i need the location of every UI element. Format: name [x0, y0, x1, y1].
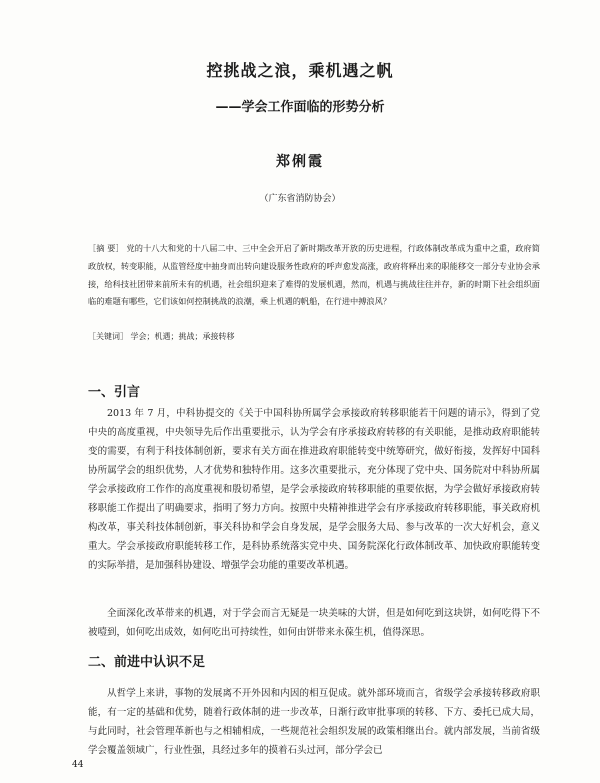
section-heading-introduction: 一、引言	[88, 385, 141, 400]
section-heading-insufficient-understanding: 二、前进中认识不足	[88, 655, 206, 670]
abstract-text: 党的十八大和党的十八届二中、三中全会开启了新时期改革开放的历史进程，行政体制改革成为重中之重，政府简政放权，转变职能，从监管经度中抽身而出转向建设服务性政府的呼声愈发高涨，政府将释出来的职能移交一部分专业协会承接，给科技社团带来前所未有的机遇，社会组织迎来了难得的发展机遇，然而，机遇与挑战往往并存，新的时期下社会组织面临的难题有哪些，它们该如何控制挑战的浪潮，乘上机遇的帆船，在行进中搏浪风？	[88, 243, 540, 307]
keywords	[88, 331, 540, 342]
author-affiliation: （广东省消防协会）	[259, 194, 341, 204]
abstract-label: ［摘 要］	[88, 243, 124, 253]
section1-paragraph-2: 全面深化改革带来的机遇，对于学会而言无疑是一块美味的大饼，但是如何吃到这块饼，如何吃得下不被噎到，如何吃出成效，如何吃出可持续性，如何由饼带来永葆生机，值得深思。	[88, 608, 540, 638]
page-number: 44	[72, 760, 84, 770]
article-subtitle: ——学会工作面临的形势分析	[215, 100, 385, 115]
abstract	[88, 240, 540, 311]
author-name: 郑俐霞	[276, 154, 324, 170]
section2-paragraph: 从哲学上来讲，事物的发展离不开外因和内因的相互促成。就外部环境而言，省级学会承接转移政府职能，有一定的基础和优势，随着行政体制的进一步改革，日渐行政审批事项的转移、下方、委托已成大局，与此同时，社会管理革新也与之相辅相成，一些规范社会组织发展的政策相继出台。就内部发展，当前省级学会覆盖领域广，行业性强，具经过多年的摸着石头过河，部分学会已	[88, 688, 540, 756]
keywords-text: 学会；机遇；挑战；承接转移	[130, 332, 235, 341]
section1-paragraph-1: 2013 年 7 月，中科协提交的《关于中国科协所属学会承接政府转移职能若干问题的请示》，得到了党中央的高度重视，中央领导先后作出重要批示，认为学会有序承接政府转移的有关职能，是推动政府职能转变的需要，有利于科技体制创新，要求有关方面在推进政府职能转变中统筹研究，做好衔接，发挥好中国科协所属学会的组织优势，人才优势和独特作用。这多次重要批示，充分体现了党中央、国务院对中科协所属学会承接政府工作作的高度重视和殷切希望，是学会承接政府转移职能的重要依据，为学会做好承接政府转移职能工作提出了明确要求，指明了努力方向。按照中央精神推进学会有序承接政府转移职能，事关政府机构改革，事关科技体制创新，事关科协和学会自身发展，是学会服务大局、参与改革的一次大好机会，意义重大。学会承接政府职能转移工作，是科协系统落实党中央、国务院深化行政体制改革、加快政府职能转变的实际举措，是加强科协建设、增强学会功能的重要改革机遇。	[88, 408, 540, 571]
keywords-label: ［关键词］	[88, 332, 128, 341]
article-title: 控挑战之浪，乘机遇之帆	[206, 61, 394, 80]
